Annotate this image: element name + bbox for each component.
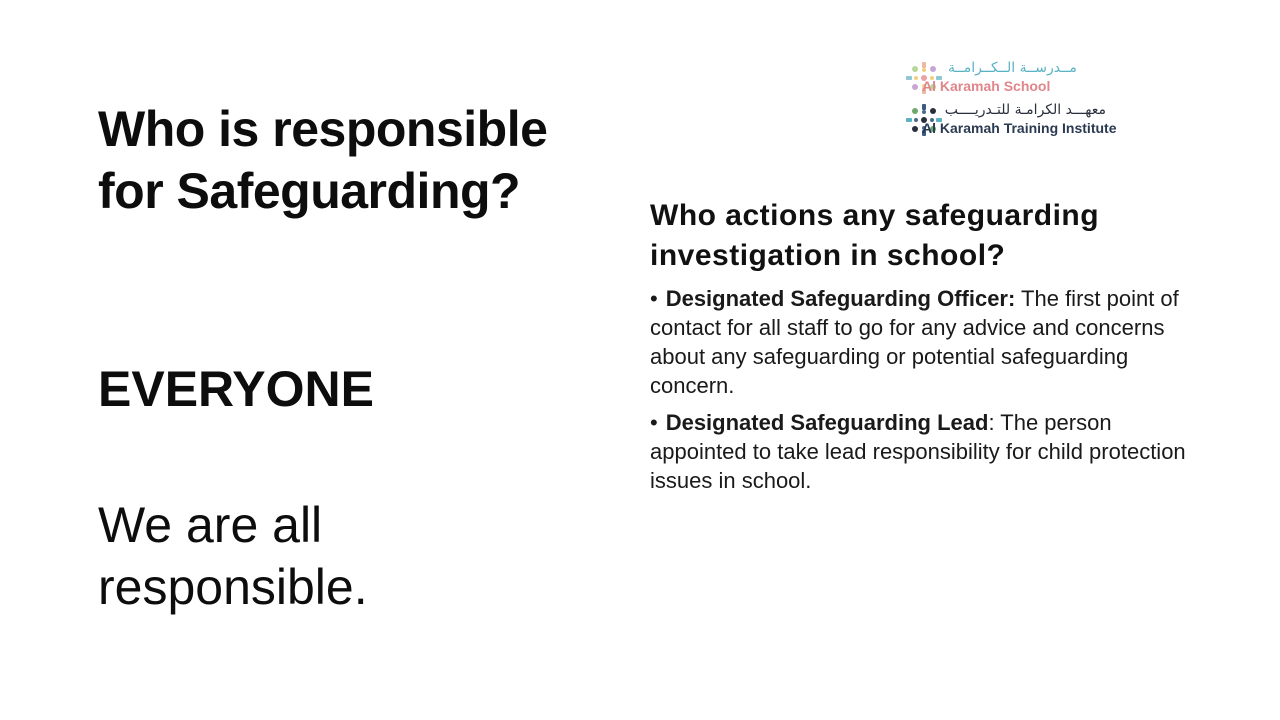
school-logo: [900, 58, 1170, 144]
role-term: Designated Safeguarding Lead: [665, 410, 989, 435]
institute-name-english: Al Karamah Training Institute: [922, 120, 1117, 136]
institute-name-arabic: معهـــد الكرامـة للتـدريــــب: [944, 102, 1106, 118]
list-item: [650, 284, 1195, 400]
role-description: The first point of contact for all staff to go for any advice and concerns about any safeguarding or potential safeguarding concern.: [650, 286, 1179, 398]
school-name-english: Al Karamah School: [922, 78, 1051, 94]
bullet-icon: •: [650, 410, 658, 435]
school-logo-row: [900, 58, 1170, 100]
role-term: Designated Safeguarding Officer:: [665, 286, 1016, 311]
school-name-arabic: مــدرســة الــكــرامــة: [948, 60, 1077, 76]
bullet-icon: •: [650, 286, 658, 311]
institute-logo-row: [900, 100, 1170, 142]
list-item: [650, 408, 1195, 495]
all-responsible-text: We are all responsible.: [98, 497, 368, 615]
section-heading: Who actions any safeguarding investigation in school?: [650, 199, 1100, 272]
everyone-heading: EVERYONE: [98, 361, 375, 417]
role-description: : The person appointed to take lead responsibility for child protection issues in school.: [650, 410, 1186, 493]
slide-title: Who is responsible for Safeguarding?: [98, 101, 548, 219]
responsibility-list: [650, 284, 1195, 503]
